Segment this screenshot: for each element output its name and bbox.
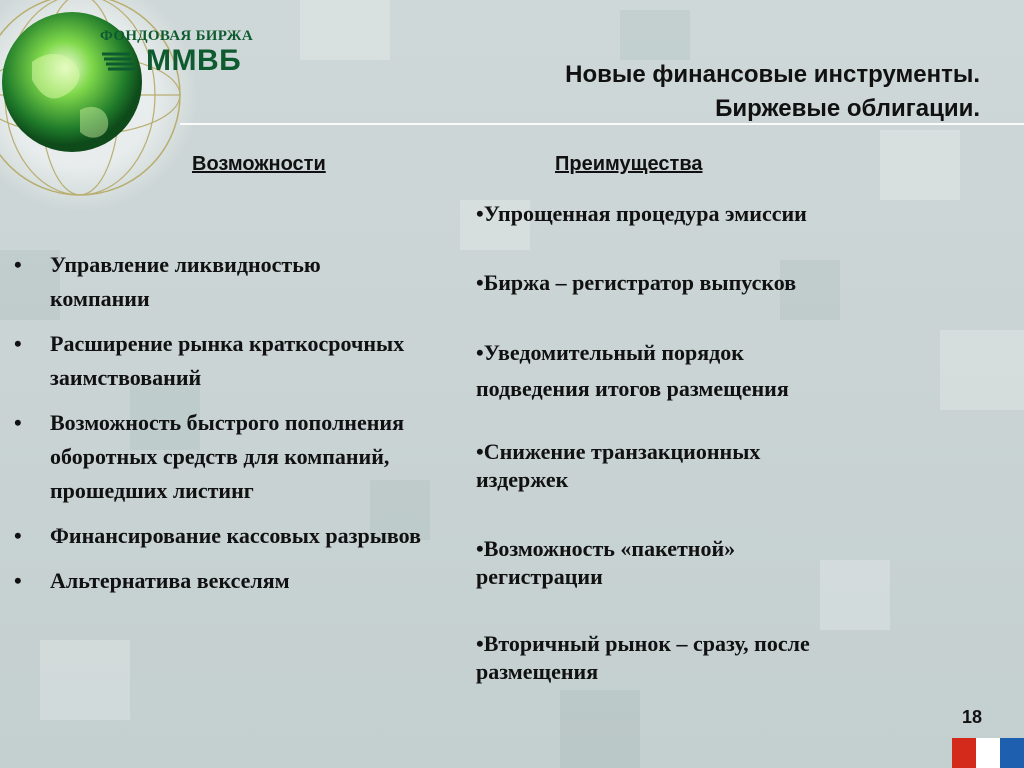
bullet-icon: • (476, 536, 484, 561)
list-item-text: Управление ликвидностью компании (50, 252, 321, 311)
brand-stripes-icon (100, 50, 142, 72)
brand-logo (100, 28, 253, 75)
advantage-item (476, 335, 946, 407)
list-item (14, 248, 424, 316)
page-number: 18 (962, 707, 983, 727)
list-item-text: Возможность быстрого пополнения оборотных средств для компаний, прошедших листинг (50, 410, 404, 503)
logo-name: ММВБ (146, 44, 242, 77)
advantage-item (476, 630, 946, 686)
flag-stripe-white (976, 738, 1000, 768)
advantage-line2: регистрации (476, 564, 603, 589)
bullet-icon: • (476, 270, 484, 295)
bullet-icon: • (14, 410, 22, 435)
advantage-item (476, 535, 946, 591)
bullet-icon: • (476, 340, 484, 365)
bullet-icon: • (476, 439, 484, 464)
advantage-line2: издержек (476, 467, 569, 492)
bullet-icon: • (14, 331, 22, 356)
list-item (14, 564, 424, 598)
advantage-line1: Вторичный рынок – сразу, после (483, 631, 810, 656)
list-item-text: Финансирование кассовых разрывов (50, 523, 421, 548)
advantage-line1: Биржа – регистратор выпусков (483, 270, 797, 295)
advantage-line1: Снижение транзакционных (483, 439, 761, 464)
slide-title (565, 58, 980, 126)
opportunities-list (14, 248, 424, 609)
slide-title-line1: Новые финансовые инструменты. (565, 61, 980, 88)
bullet-icon: • (476, 631, 484, 656)
advantage-item (476, 267, 946, 299)
list-item (14, 519, 424, 553)
flag-icon (952, 738, 1024, 768)
slide-title-line2: Биржевые облигации. (715, 95, 980, 122)
heading-opportunities: Возможности (192, 153, 326, 175)
flag-stripe-red (952, 738, 976, 768)
advantage-line2: подведения итогов размещения (476, 376, 789, 401)
advantage-line1: Уведомительный порядок (483, 340, 744, 365)
bullet-icon: • (14, 252, 22, 277)
bullet-icon: • (14, 568, 22, 593)
heading-advantages: Преимущества (555, 153, 703, 175)
flag-stripe-blue (1000, 738, 1024, 768)
advantage-line1: Возможность «пакетной» (483, 536, 736, 561)
bullet-icon: • (476, 201, 484, 226)
list-item (14, 406, 424, 508)
title-divider (180, 123, 1024, 125)
advantage-item (476, 198, 946, 230)
bullet-icon: • (14, 523, 22, 548)
advantage-item (476, 438, 946, 494)
advantage-line1: Упрощенная процедура эмиссии (483, 201, 807, 226)
logo-top-text: ФОНДОВАЯ БИРЖА (100, 28, 253, 44)
list-item-text: Альтернатива векселям (50, 568, 290, 593)
list-item-text: Расширение рынка краткосрочных заимствований (50, 331, 405, 390)
advantage-line2: размещения (476, 659, 599, 684)
list-item (14, 327, 424, 395)
